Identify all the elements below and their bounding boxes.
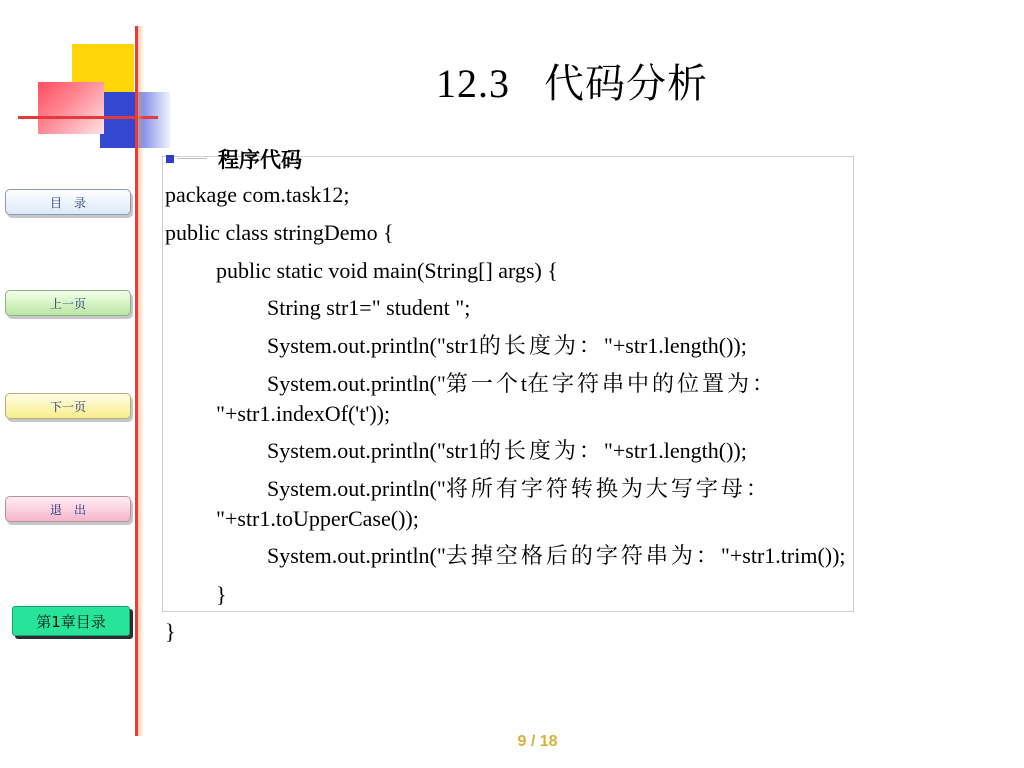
section-label: 程序代码 <box>218 147 302 172</box>
code-segment: "+str1.trim()); <box>720 543 846 568</box>
title-text: 代码分析 <box>544 61 708 106</box>
decor-vertical-line <box>135 26 138 736</box>
exit-button[interactable]: 退 出 <box>5 496 131 522</box>
code-line-11: } <box>165 619 176 644</box>
slide-title <box>0 52 1024 109</box>
code-segment: System.out.println("str1 <box>267 438 479 463</box>
decor-vertical-glow <box>138 26 144 736</box>
code-line-6 <box>267 371 777 398</box>
code-line-4: String str1=" student "; <box>267 295 471 320</box>
code-segment-cn: 将所有字符转换为大写字母： <box>445 477 771 502</box>
code-line-5 <box>267 333 747 360</box>
bullet-underline <box>177 158 207 159</box>
code-segment: t <box>520 371 528 396</box>
code-line-9 <box>267 543 846 570</box>
code-line-7 <box>267 438 747 465</box>
code-segment: System.out.println(" <box>267 371 446 396</box>
code-line-2: public class stringDemo { <box>165 220 394 245</box>
code-line-1: package com.task12; <box>165 182 350 207</box>
contents-button[interactable]: 目 录 <box>5 189 131 215</box>
code-segment: System.out.println(" <box>267 543 446 568</box>
code-line-10: } <box>216 582 227 607</box>
code-line-3: public static void main(String[] args) { <box>216 258 558 283</box>
previous-page-button[interactable]: 上一页 <box>5 290 131 316</box>
code-line-8 <box>267 476 771 503</box>
page-indicator: 9 / 18 <box>517 733 558 750</box>
code-segment-cn: 去掉空格后的字符串为： <box>445 544 721 569</box>
code-segment: System.out.println(" <box>267 476 446 501</box>
bullet-icon <box>166 155 174 163</box>
code-line-6-cont: "+str1.indexOf('t')); <box>216 401 391 426</box>
chapter-contents-button[interactable]: 第1章目录 <box>12 606 130 636</box>
code-line-8-cont: "+str1.toUpperCase()); <box>216 506 419 531</box>
code-segment-cn: 的长度为： <box>478 439 604 464</box>
title-number: 12.3 <box>436 61 510 106</box>
next-page-button[interactable]: 下一页 <box>5 393 131 419</box>
code-segment: System.out.println("str1 <box>267 333 479 358</box>
code-segment-cn: 在字符串中的位置为： <box>527 372 778 397</box>
code-segment-cn: 第一个 <box>445 372 521 397</box>
code-segment: "+str1.length()); <box>603 438 747 463</box>
code-segment: "+str1.length()); <box>603 333 747 358</box>
code-segment-cn: 的长度为： <box>478 334 604 359</box>
